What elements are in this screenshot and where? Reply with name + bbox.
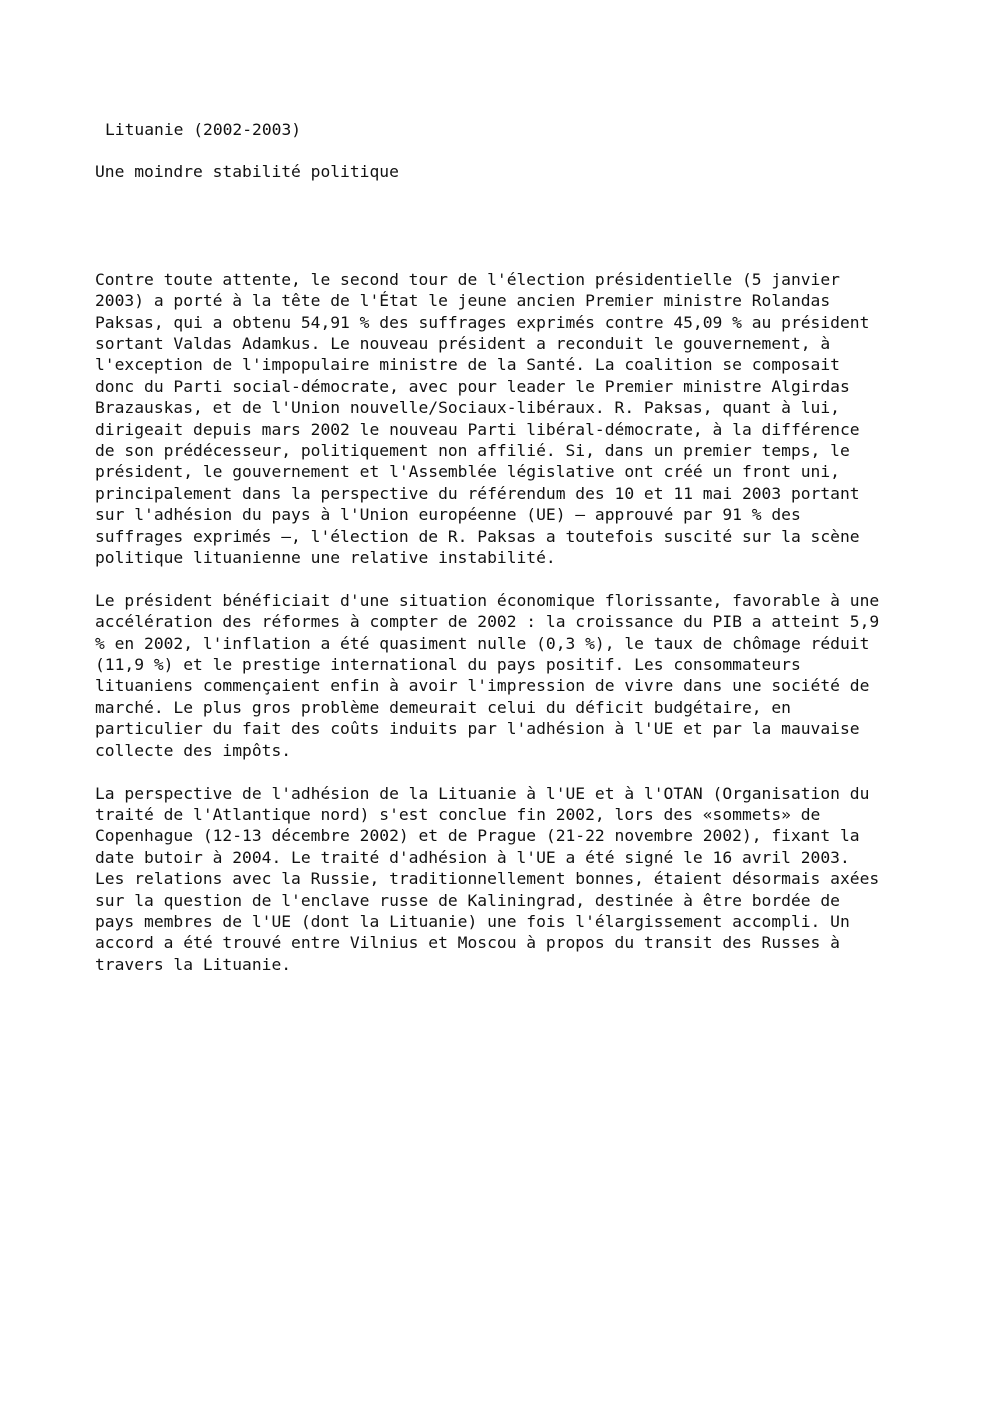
paragraph-economy: Le président bénéficiait d'une situation économique florissante, favorable à une accélération des réformes à compter de 2002 : la croissance du PIB a atteint 5,9 % en 2002, l'inflation a été quasiment nulle (0,3 %), le taux de chômage réduit (11,9 %) et le prestige international du pays positif. Les consommateurs lituaniens commençaient enfin à avoir l'impression de vivre dans une société de marché. Le plus gros problème demeurait celui du déficit budgétaire, en particulier du fait des coûts induits par l'adhésion à l'UE et par la mauvaise collecte des impôts. xyxy=(95,590,880,760)
paragraph-eu-nato: La perspective de l'adhésion de la Lituanie à l'UE et à l'OTAN (Organisation du traité de l'Atlantique nord) s'est conclue fin 2002, lors des «sommets» de Copenhague (12-13 décembre 2002) et de Prague (21-22 novembre 2002), fixant la date butoir à 2004. Le traité d'adhésion à l'UE a été signé le 16 avril 2003. Les relations avec la Russie, traditionnellement bonnes, étaient désormais axées sur la question de l'enclave russe de Kaliningrad, destinée à être bordée de pays membres de l'UE (dont la Lituanie) une fois l'élargissement accompli. Un accord a été trouvé entre Vilnius et Moscou à propos du transit des Russes à travers la Lituanie. xyxy=(95,783,880,974)
document-subtitle: Une moindre stabilité politique xyxy=(95,162,399,182)
document-page xyxy=(95,119,955,997)
document-body xyxy=(95,269,955,975)
document-title: Lituanie (2002-2003) xyxy=(105,120,302,139)
paragraph-election: Contre toute attente, le second tour de l'élection présidentielle (5 janvier 2003) a porté à la tête de l'État le jeune ancien Premier ministre Rolandas Paksas, qui a obtenu 54,91 % des suffrages exprimés contre 45,09 % au président sortant Valdas Adamkus. Le nouveau président a reconduit le gouvernement, à l'exception de l'impopulaire ministre de la Santé. La coalition se composait donc du Parti social-démocrate, avec pour leader le Premier ministre Algirdas Brazauskas, et de l'Union nouvelle/Sociaux-libéraux. R. Paksas, quant à lui, dirigeait depuis mars 2002 le nouveau Parti libéral-démocrate, à la différence de son prédécesseur, politiquement non affilié. Si, dans un premier temps, le président, le gouvernement et l'Assemblée législative ont créé un front uni, principalement dans la perspective du référendum des 10 et 11 mai 2003 portant sur l'adhésion du pays à l'Union européenne (UE) – approuvé par 91 % des suffrages exprimés –, l'élection de R. Paksas a toutefois suscité sur la scène politique lituanienne une relative instabilité. xyxy=(95,269,870,568)
